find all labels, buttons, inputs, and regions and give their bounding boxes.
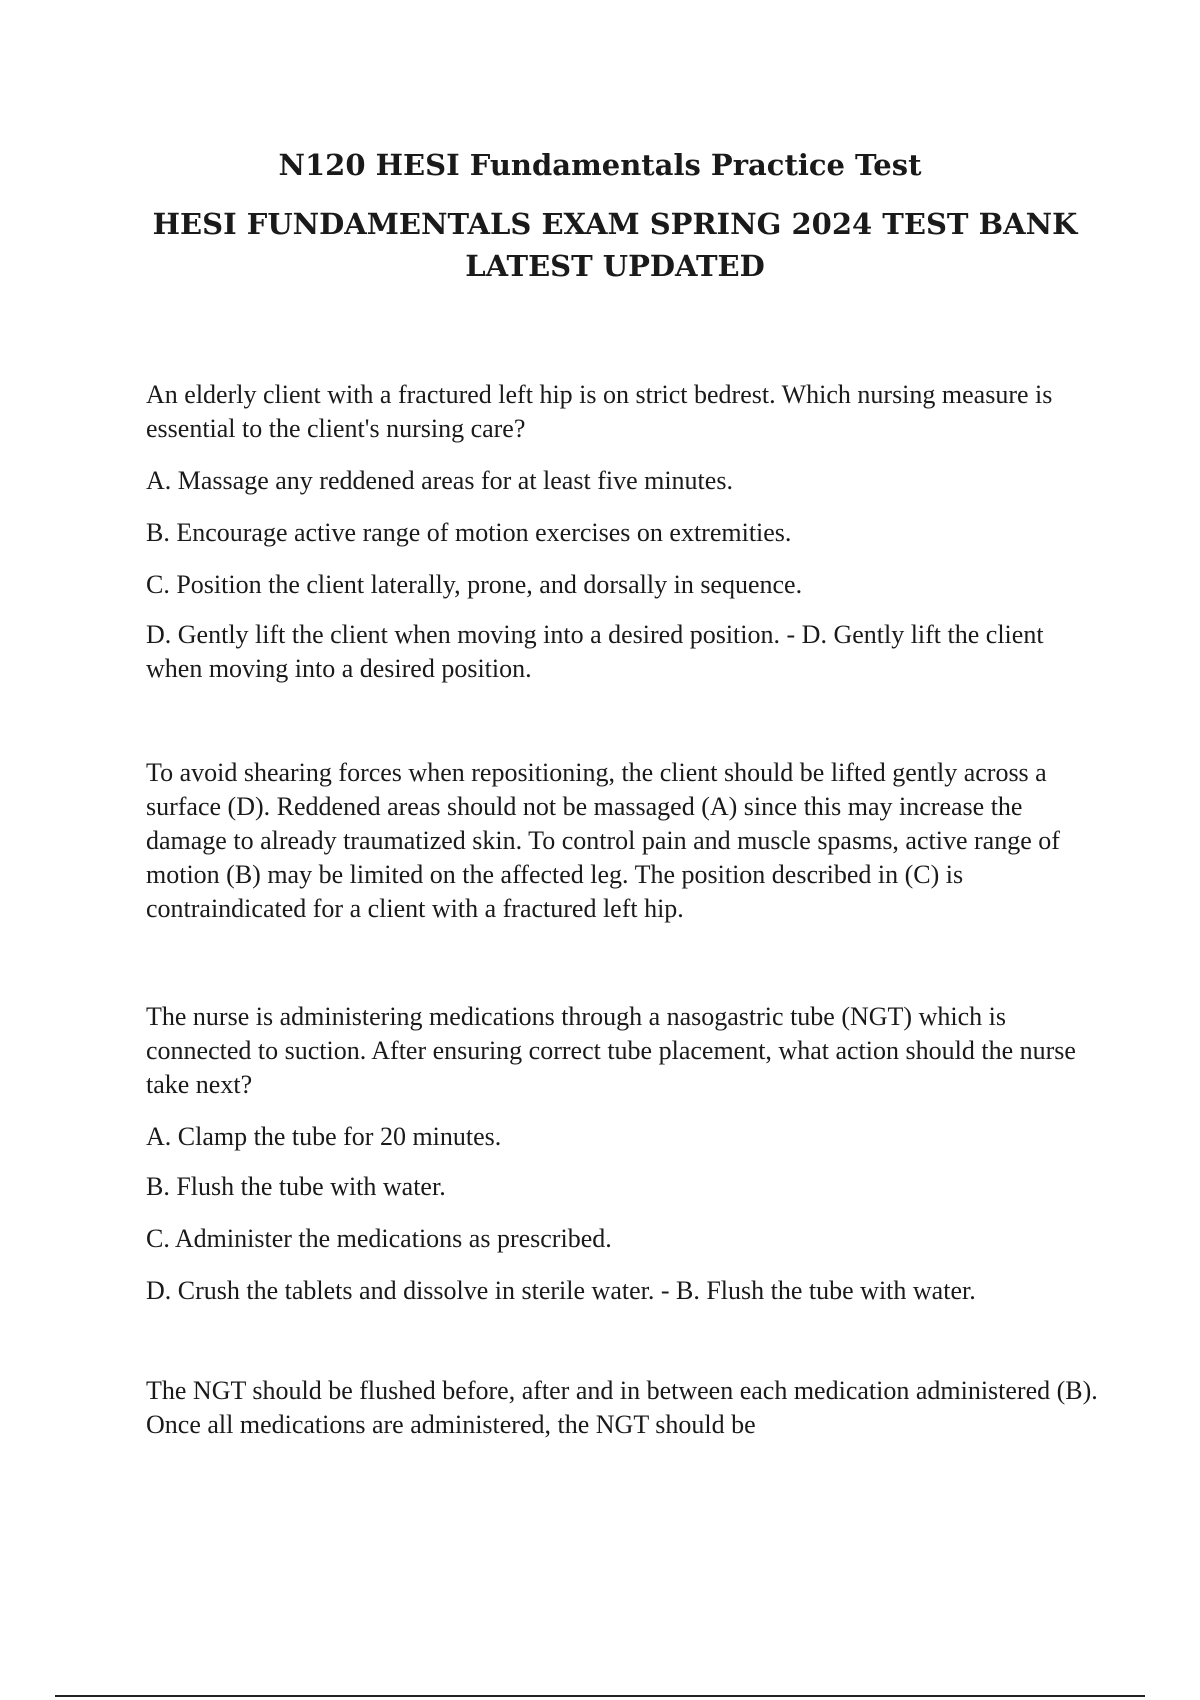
question-2-option-c: C. Administer the medications as prescribed. — [146, 1224, 612, 1253]
document-title: N120 HESI Fundamentals Practice Test — [278, 148, 922, 182]
question-1-option-a: A. Massage any reddened areas for at least five minutes. — [146, 466, 733, 495]
question-2-option-d-answer: D. Crush the tablets and dissolve in sterile water. - B. Flush the tube with water. — [146, 1276, 976, 1305]
question-1-option-b: B. Encourage active range of motion exercises on extremities. — [146, 518, 792, 547]
question-1-option-d-answer: D. Gently lift the client when moving into a desired position. - D. Gently lift the client when moving into a desired position. — [146, 620, 1044, 683]
question-2-explanation: The NGT should be flushed before, after and in between each medication administered (B). Once all medications are administered, the NGT should be — [146, 1376, 1098, 1439]
question-2-stem: The nurse is administering medications through a nasogastric tube (NGT) which is connected to suction. After ensuring correct tube placement, what action should the nurse take next? — [146, 1002, 1076, 1099]
question-2-option-a: A. Clamp the tube for 20 minutes. — [146, 1122, 502, 1151]
question-1-explanation: To avoid shearing forces when repositioning, the client should be lifted gently across a surface (D). Reddened areas should not be massaged (A) since this may increase the damage to already traumatized skin. To control pain and muscle spasms, active range of motion (B) may be limited on the affected leg. The position described in (C) is contraindicated for a client with a fractured left hip. — [146, 758, 1060, 923]
document-subtitle: HESI FUNDAMENTALS EXAM SPRING 2024 TEST BANK LATEST UPDATED — [152, 207, 1078, 283]
footer-divider — [55, 1695, 1145, 1697]
question-2-option-b: B. Flush the tube with water. — [146, 1172, 446, 1201]
question-1-stem: An elderly client with a fractured left hip is on strict bedrest. Which nursing measure is essential to the client's nursing care? — [146, 380, 1053, 443]
question-1-option-c: C. Position the client laterally, prone, and dorsally in sequence. — [146, 570, 803, 599]
